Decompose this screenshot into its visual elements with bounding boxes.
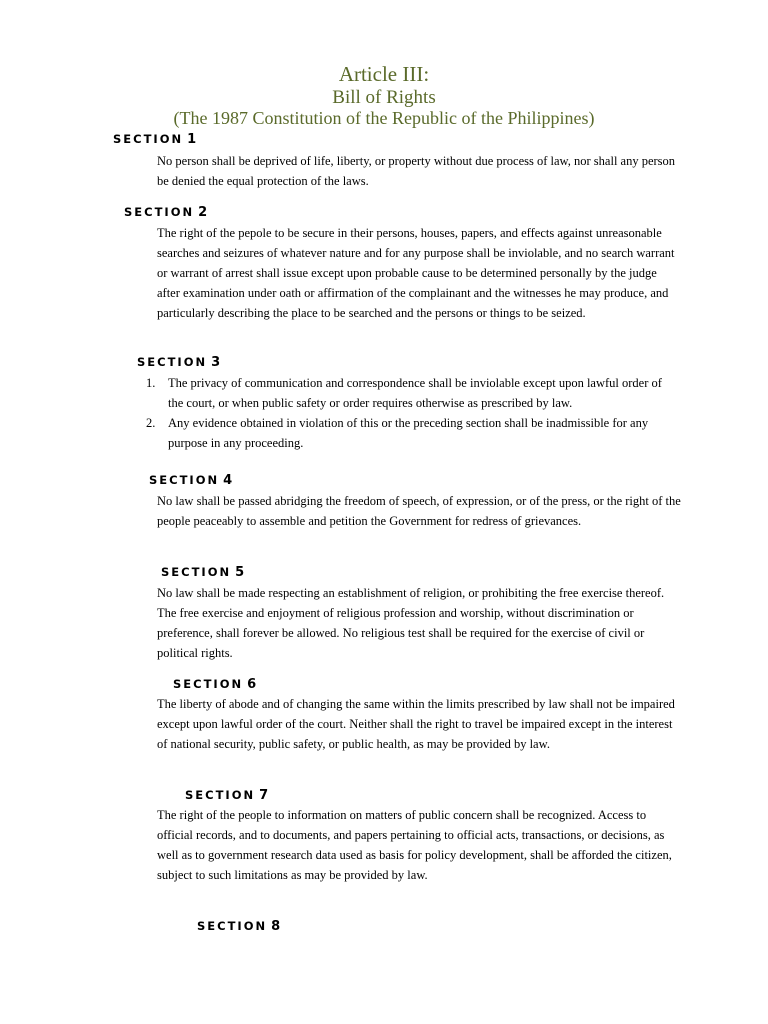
section-label: SECTION — [113, 132, 184, 146]
section-label: SECTION — [149, 473, 220, 487]
section-6-heading — [173, 677, 256, 692]
bill-of-rights-title: Bill of Rights — [332, 87, 436, 108]
section-6-text: The liberty of abode and of changing the same within the limits prescribed by law shall not be impaired except upon lawful order of the court. Neither shall the right to travel be impaired except in the interest of national security, public safety, or public health, as may be provided by law. — [157, 697, 675, 751]
section-7-heading — [185, 788, 268, 803]
section-number: 3 — [211, 355, 221, 370]
section-number: 8 — [271, 919, 281, 934]
section-number: 6 — [247, 677, 257, 692]
list-marker: 1. — [146, 376, 156, 390]
section-number: 4 — [223, 473, 233, 488]
list-item — [146, 373, 666, 413]
article-title: Article III: — [338, 62, 430, 86]
section-label: SECTION — [137, 355, 208, 369]
section-8-heading — [197, 919, 280, 934]
section-2-text: The right of the pepole to be secure in their persons, houses, papers, and effects against unreasonable searches and seizures of whatever nature and for any purpose shall be inviolable, and no search warrant or warrant of arrest shall issue except upon probable cause to be determined personally by the judge after examination under oath or affirmation of the complainant and the witnesses he may produce, and particularly describing the place to be searched and the persons or things to be seized. — [157, 226, 675, 320]
section-4-text: No law shall be passed abridging the freedom of speech, of expression, or of the press, or the right of the people peaceably to assemble and petition the Government for redress of grievances. — [157, 494, 681, 528]
section-1-text: No person shall be deprived of life, liberty, or property without due process of law, nor shall any person be denied the equal protection of the laws. — [157, 154, 676, 188]
section-5-text: No law shall be made respecting an establishment of religion, or prohibiting the free exercise thereof. The free exercise and enjoyment of religious profession and worship, without discrimination or preference, shall forever be allowed. No religious test shall be required for the exercise of civil or political rights. — [157, 586, 665, 660]
section-2-heading — [124, 205, 207, 220]
constitution-subtitle: (The 1987 Constitution of the Republic of the Philippines) — [173, 108, 595, 128]
section-3-heading — [137, 355, 220, 370]
section-label: SECTION — [124, 205, 195, 219]
list-item — [146, 413, 666, 453]
section-label: SECTION — [161, 565, 232, 579]
section-4-heading — [149, 473, 232, 488]
section-number: 7 — [259, 788, 269, 803]
section-1-heading — [113, 132, 196, 147]
section-label: SECTION — [197, 919, 268, 933]
section-7-text: The right of the people to information on matters of public concern shall be recognized. Access to official records, and to documents, and papers pertaining to official acts, transactions, or decisions, as well as to government research data used as basis for policy development, shall be afforded the citizen, subject to such limitations as may be provided by law. — [157, 808, 672, 882]
list-item-text: Any evidence obtained in violation of this or the preceding section shall be inadmissible for any purpose in any proceeding. — [168, 416, 649, 450]
list-marker: 2. — [146, 416, 156, 430]
section-number: 5 — [235, 565, 245, 580]
list-item-text: The privacy of communication and correspondence shall be inviolable except upon lawful order of the court, or when public safety or order requires otherwise as prescribed by law. — [168, 376, 662, 410]
section-3-list — [146, 373, 666, 453]
section-5-heading — [161, 565, 244, 580]
section-number: 1 — [187, 132, 197, 147]
section-label: SECTION — [185, 788, 256, 802]
section-label: SECTION — [173, 677, 244, 691]
section-number: 2 — [198, 205, 208, 220]
